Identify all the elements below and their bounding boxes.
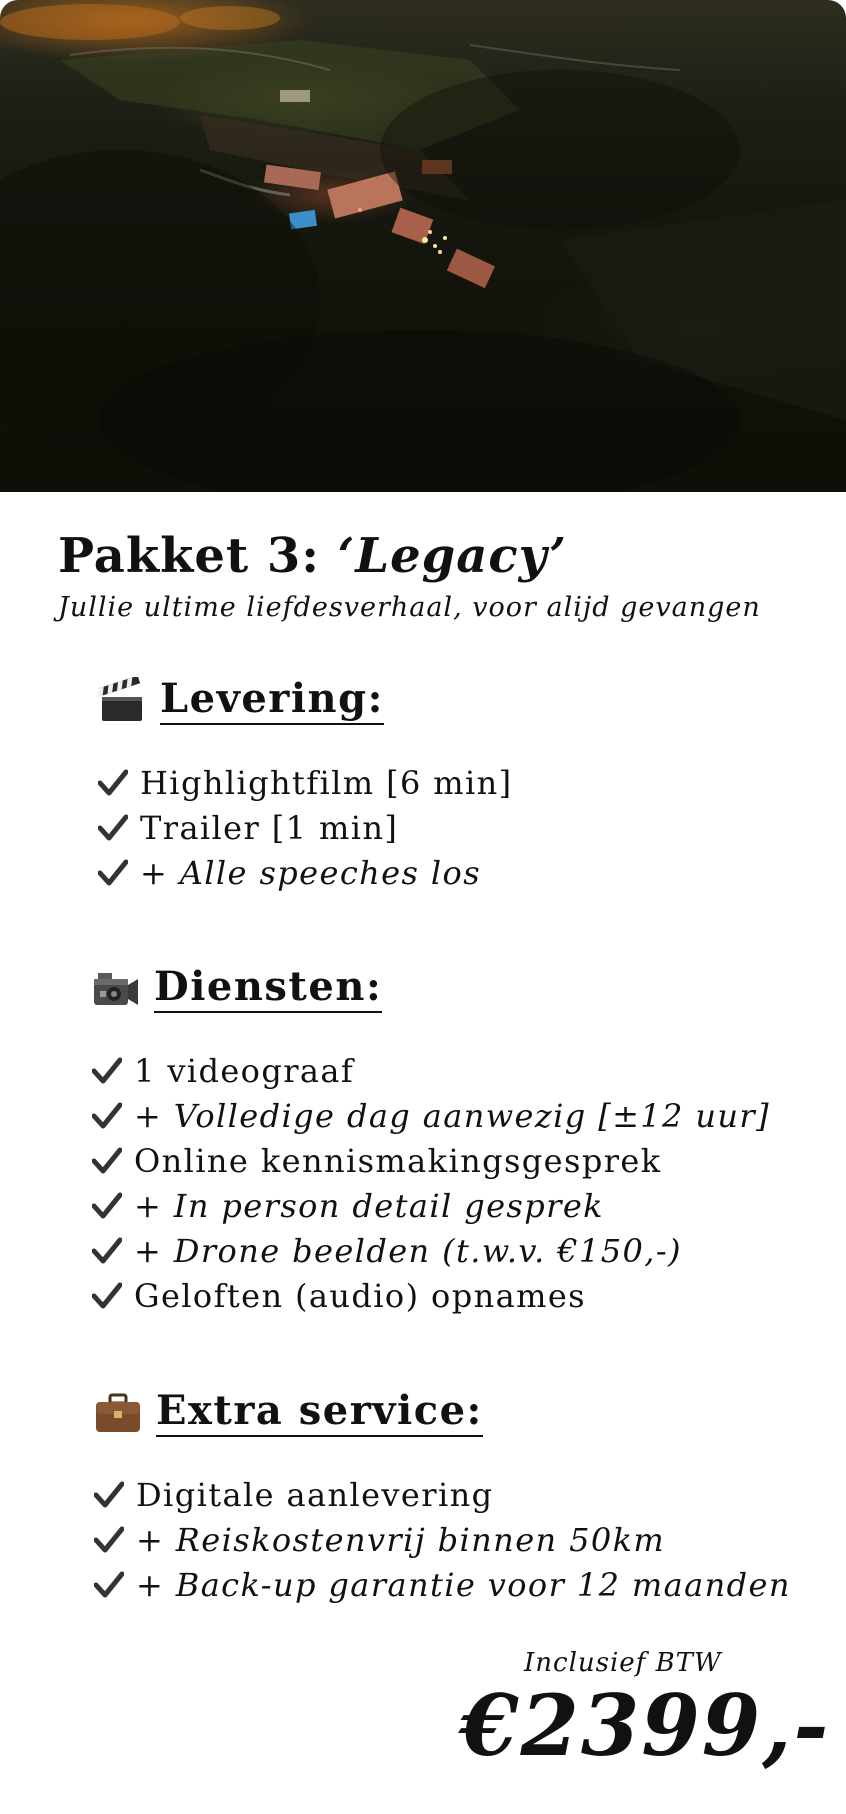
list-item	[92, 1093, 770, 1138]
section-delivery	[98, 672, 513, 895]
package-title	[58, 528, 567, 584]
check-icon	[92, 1102, 122, 1130]
check-icon	[94, 1571, 124, 1599]
section-title: Extra service:	[156, 1389, 483, 1437]
video-camera-icon	[92, 965, 140, 1013]
check-icon	[98, 769, 128, 797]
item-list	[98, 760, 513, 895]
item-text: + Drone beelden (t.w.v. €150,-)	[134, 1231, 682, 1270]
check-icon	[92, 1282, 122, 1310]
package-price: €2399,-	[460, 1676, 831, 1775]
package-subtitle: Jullie ultime liefdesverhaal, voor alijd gevangen	[58, 592, 761, 623]
section-extra-service	[94, 1384, 791, 1607]
check-icon	[98, 859, 128, 887]
item-text: + Volledige dag aanwezig [±12 uur]	[134, 1096, 770, 1135]
item-list	[94, 1472, 791, 1607]
section-header	[92, 960, 770, 1018]
list-item	[92, 1273, 770, 1318]
check-icon	[92, 1192, 122, 1220]
hero-photo	[0, 0, 846, 492]
item-text: Digitale aanlevering	[136, 1475, 494, 1514]
package-title-prefix: Pakket 3:	[58, 528, 338, 584]
list-item	[98, 850, 513, 895]
check-icon	[92, 1147, 122, 1175]
check-icon	[94, 1526, 124, 1554]
briefcase-icon	[94, 1389, 142, 1437]
section-header	[98, 672, 513, 730]
list-item	[94, 1562, 791, 1607]
list-item	[92, 1183, 770, 1228]
item-text: + Alle speeches los	[140, 853, 482, 892]
item-text: Online kennismakingsgesprek	[134, 1141, 662, 1180]
section-title: Diensten:	[154, 965, 382, 1013]
list-item	[92, 1048, 770, 1093]
vat-note: Inclusief BTW	[524, 1648, 722, 1678]
item-text: Geloften (audio) opnames	[134, 1276, 586, 1315]
aerial-venue-photo	[0, 0, 846, 492]
check-icon	[94, 1481, 124, 1509]
check-icon	[92, 1237, 122, 1265]
item-list	[92, 1048, 770, 1318]
section-services	[92, 960, 770, 1318]
item-text: Highlightfilm [6 min]	[140, 763, 513, 802]
item-text: 1 videograaf	[134, 1051, 355, 1090]
section-header	[94, 1384, 791, 1442]
list-item	[98, 805, 513, 850]
list-item	[92, 1138, 770, 1183]
list-item	[92, 1228, 770, 1273]
list-item	[94, 1517, 791, 1562]
check-icon	[92, 1057, 122, 1085]
item-text: Trailer [1 min]	[140, 808, 399, 847]
list-item	[98, 760, 513, 805]
item-text: + Back-up garantie voor 12 maanden	[136, 1565, 791, 1604]
list-item	[94, 1472, 791, 1517]
item-text: + Reiskostenvrij binnen 50km	[136, 1520, 666, 1559]
section-title: Levering:	[160, 677, 384, 725]
item-text: + In person detail gesprek	[134, 1186, 604, 1225]
check-icon	[98, 814, 128, 842]
package-title-name: ‘Legacy’	[337, 528, 567, 584]
clapperboard-icon	[98, 677, 146, 725]
